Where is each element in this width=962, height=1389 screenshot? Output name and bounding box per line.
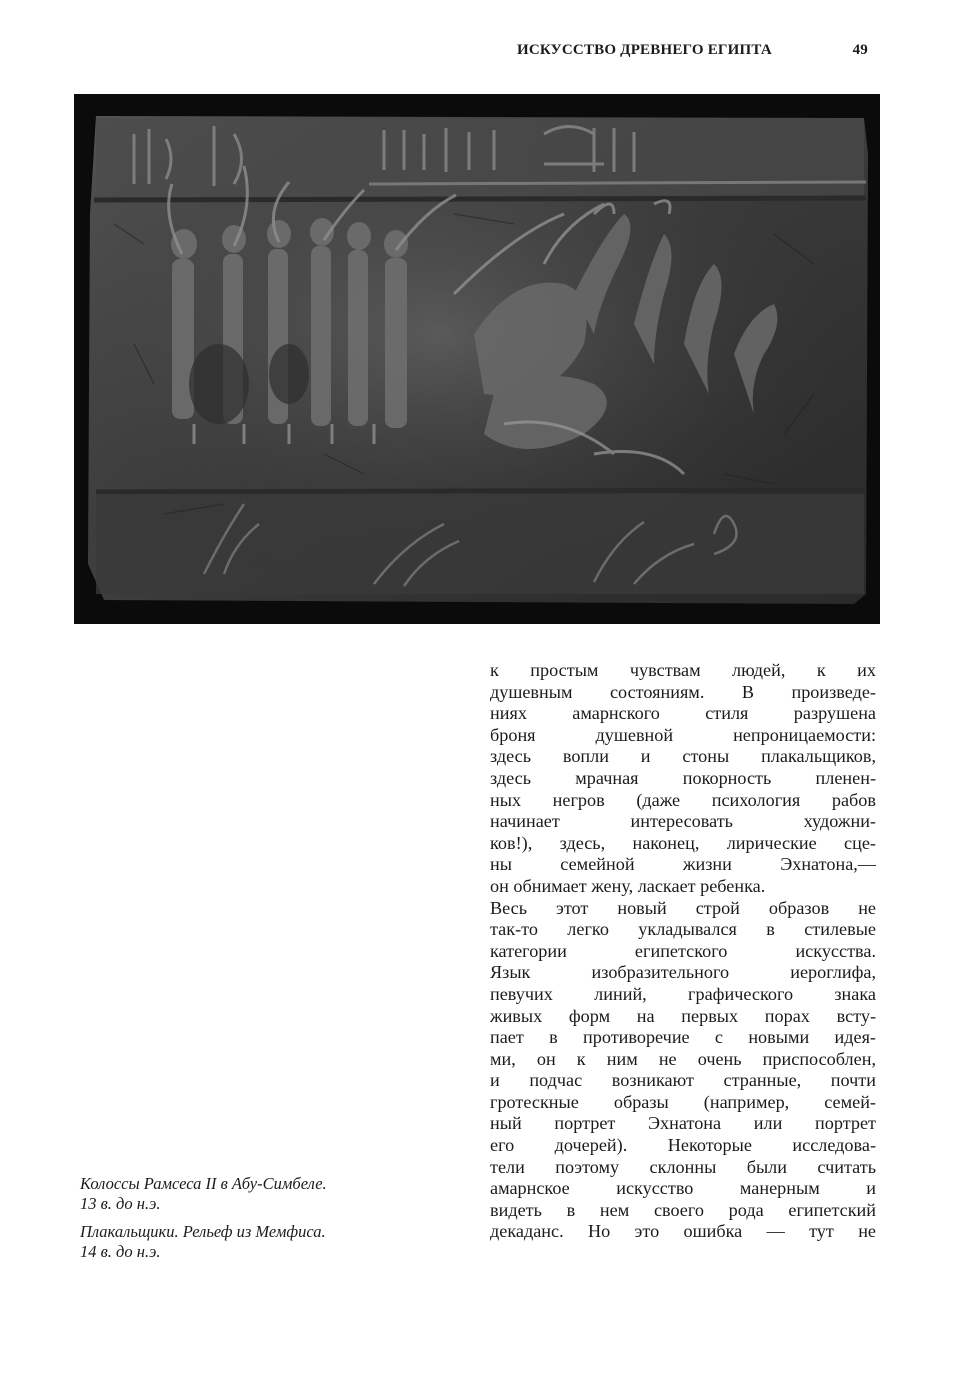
text-line: ных негров (даже психология рабов bbox=[490, 789, 876, 810]
text-line: ниях амарнского стиля разрушена bbox=[490, 703, 876, 724]
body-text bbox=[490, 660, 876, 1243]
text-line: здесь мрачная покорность пленен- bbox=[490, 767, 876, 788]
text-line: ный портрет Эхнатона или портрет bbox=[490, 1113, 876, 1134]
caption-line: Плакальщики. Рельеф из Мемфиса. bbox=[80, 1222, 326, 1241]
text-line: тели поэтому склонны были считать bbox=[490, 1156, 876, 1177]
caption-line: 13 в. до н.э. bbox=[80, 1193, 161, 1213]
relief-photograph bbox=[74, 94, 880, 624]
text-line: живых форм на первых порах всту- bbox=[490, 1005, 876, 1026]
text-line: гротескные образы (например, семей- bbox=[490, 1091, 876, 1112]
text-line: здесь вопли и стоны плакальщиков, bbox=[490, 746, 876, 767]
header-title: ИСКУССТВО ДРЕВНЕГО ЕГИПТА bbox=[517, 42, 772, 58]
text-line: ми, он к ним не очень приспособлен, bbox=[490, 1048, 876, 1069]
caption-line: Колоссы Рамсеса II в Абу-Симбеле. bbox=[80, 1174, 327, 1193]
figure-captions bbox=[80, 1174, 440, 1270]
text-line: к простым чувствам людей, к их bbox=[490, 660, 876, 680]
text-line: так-то легко укладывался в стилевые bbox=[490, 919, 876, 940]
text-line: и подчас возникают странные, почти bbox=[490, 1070, 876, 1091]
text-line: ны семейной жизни Эхнатона,— bbox=[490, 854, 876, 875]
text-line: он обнимает жену, ласкает ребенка. bbox=[490, 875, 766, 896]
relief-photograph-icon bbox=[74, 94, 880, 624]
text-line: Весь этот новый строй образов не bbox=[490, 897, 876, 918]
text-line: Язык изобразительного иероглифа, bbox=[490, 962, 876, 983]
running-header bbox=[517, 42, 872, 64]
page-number: 49 bbox=[852, 42, 868, 58]
text-line: начинает интересовать художни- bbox=[490, 811, 876, 832]
text-line: видеть в нем своего рода египетский bbox=[490, 1199, 876, 1220]
text-line: душевным состояниям. В произведе- bbox=[490, 681, 876, 702]
text-line: пает в противоречие с новыми идея- bbox=[490, 1027, 876, 1048]
caption-mourners bbox=[80, 1222, 440, 1261]
caption-colossi bbox=[80, 1174, 440, 1213]
text-line: броня душевной непроницаемости: bbox=[490, 724, 876, 745]
text-line: амарнское искусство манерным и bbox=[490, 1178, 876, 1199]
text-line: певучих линий, графического знака bbox=[490, 983, 876, 1004]
text-line: категории египетского искусства. bbox=[490, 940, 876, 961]
caption-line: 14 в. до н.э. bbox=[80, 1241, 161, 1261]
text-line: ков!), здесь, наконец, лирические сце- bbox=[490, 832, 876, 853]
text-line: декаданс. Но это ошибка — тут не bbox=[490, 1221, 876, 1242]
text-line: его дочерей). Некоторые исследова- bbox=[490, 1135, 876, 1156]
